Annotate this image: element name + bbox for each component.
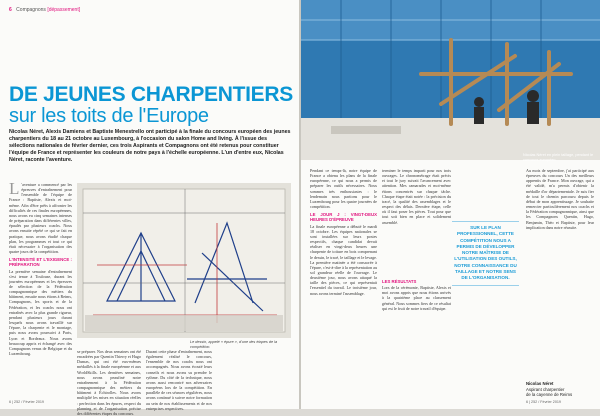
article-title: DE JEUNES CHARPENTIERS (9, 83, 293, 106)
author-name: Nicolas Néret (526, 381, 554, 386)
subheading: L'INTENSITÉ ET L'EXIGENCE : PRÉPARATION (9, 257, 72, 268)
author-signature (526, 381, 572, 398)
col1-intro: 'aventure a commencé par les épreuves d'entraînement pour l'ensemble de l'équipe de France : Baptiste, Alexis et moi-même. Afin d'être prêts à affronter les difficultés de ces finales européennes, nous avons eu cinq semaines intenses de préparation dans différentes villes, épaulés par plusieurs coachs. Nous avons ensuite répété ce qui se fait en pratique, nous avons étudié chaque plan, les programmes et tout ce qui était nécessaire à l'organisation des quatre jours de la compétition. (9, 182, 72, 255)
col2-result: Lors de la cérémonie, Baptiste, Alexis et moi avons appris que nous étions arrivés à la quatrième place au classement général. Nous sommes fiers de ce résultat qui est le fruit de notre travail d'équipe. (382, 285, 451, 311)
author-role: Aspirant charpentier (526, 386, 565, 392)
left-page (0, 0, 299, 416)
author-city: de la cayenne de Reims (526, 392, 573, 397)
col3-body: Au mois de septembre, j'ai participé aux épreuves du concours Un des meilleurs apprentis de France. Mon ouvrage, qui a été validé, m'a permis d'obtenir la médaille d'or départementale. Je suis fier de tout le chemin parcouru depuis le début de mon apprentissage. Je souhaite remercier particulièrement nos coachs et la Fédération compagnonnique, ainsi que les Compagnons Quentin, Hugo, Benjamin, Théo et Baptiste, pour leur implication dans notre réussite. (526, 168, 594, 230)
page-number: 6 (9, 7, 12, 13)
col2-body: terminer le temps imparti pour nos trois ouvrages. Le chronométrage était précis et tout le jury suivait l'avancement avec attention. Mes camarades et moi-même étions concentrés sur chaque tâche. Chaque étape était notée : la précision du tracé, la qualité des assemblages et le respect des délais. Dernière étape, celle où il faut poser les pièces. Tout pour que tout soit bien en place et solidement assemblé. (382, 168, 451, 225)
col1-intro: Pendant ce temps-là, notre équipe de France a obtenu les plans de la finale européenne, ce qui nous a permis de préparer les outils nécessaires. Nous sommes très enthousiastes : le lendemain nous partions pour le Luxembourg pour les quatre journées de compétition. (310, 168, 377, 210)
lead-paragraph: Nicolas Néret, Alexis Damiens et Baptiste Menestrello ont participé à la finale du concours européen des jeunes charpentiers du 18 au 21 octobre au Luxembourg, à l'occasion du salon Home and living. À l'issue des sélections nationales de février dernier, ces trois Aspirants et Compagnons ont été retenus pour constituer l'équipe de France et représenter les couleurs de notre pays à l'échelle européenne. L'un d'entre eux, Nicolas Néret, raconte l'aventure. (9, 129, 291, 164)
right-column-2-results (382, 276, 451, 397)
running-header (9, 7, 80, 13)
section-name: Compagnons (16, 7, 46, 13)
col3-body: Durant cette phase d'entraînement, nous également réalisé le concours, l'ensemble de nos coachs nous ont accompagnés. Nous avons écouté leurs conseils et nous avons su prendre le rythme. Du côté de la technique, nous avons aussi rencontré nos adversaires européens lors de la compétition. En parallèle de ces séances régulières, nous avons continué à suivre notre formation au sein de nos établissements et de nos entreprises respectives. (146, 349, 212, 411)
left-column-1 (9, 179, 72, 395)
right-column-1 (310, 168, 377, 397)
epure-drawing-photo (77, 183, 291, 338)
page-footer: 6 | 252 / Février 2019 (9, 400, 44, 404)
category-label: [dépassement] (47, 7, 81, 13)
subheading: LES RÉSULTATS (382, 279, 417, 284)
col1-body: La première semaine d'entraînement s'est tenue à Toulouse, durant les journées européennes et les épreuves de sélection de la Fédération compagnonnique des métiers du bâtiment, ensuite nous étions à Reims, Compagnons, les sports et de la Fédération, et les coachs nous ont entraînés avec la plus grande rigueur, pendant plusieurs jours durant lesquels nous avons travaillé sur l'épure, la charpente et le montage, puis nous avons poursuivi à Paris, Lyon et Bordeaux. Nous avons beaucoup appris et échangé avec des Compagnons venus de Belgique et du Luxembourg. (9, 268, 72, 356)
left-column-2 (77, 349, 141, 416)
left-column-3 (146, 349, 212, 411)
col1-body: La finale européenne a débuté le mardi 18 octobre. Les équipes nationales se sont installées sur leurs postes respectifs, chaque candidat devait réaliser en vingt-deux heures une charpente de toiture en bois comprenant le dessin, le tracé, le taillage et le levage. La première matinée a été consacrée à l'épure, c'est-à-dire à la représentation au sol grandeur réelle de l'ouvrage. Le deuxième jour, nous avons attaqué la taille des pièces, ce qui représentait l'essentiel du travail. Le troisième jour, nous avons terminé l'assemblage. (310, 223, 377, 296)
photo-caption: Le dessin, appelé « épure », d'une des étapes de la compétition. (190, 340, 278, 349)
article-subtitle: sur les toits de l'Europe (9, 105, 209, 127)
right-column-2 (382, 168, 451, 225)
right-column-3 (526, 168, 594, 378)
page-footer: 6 | 252 / Février 2019 (526, 400, 561, 404)
competition-hall-photo (301, 0, 600, 160)
photo-caption: Nicolas Néret en plein taillage, pendant le concours européen. (523, 153, 594, 162)
pull-quote: SUR LE PLAN PROFESSIONNEL, CETTE COMPÉTITION NOUS A PERMIS DE DÉVELOPPER NOTRE MAÎTRISE DE L'UTILISATION DES OUTILS, NOTRE CONNAISSANCE DU TAILLAGE ET NOTRE SENS DE L'ORGANISATION. (452, 221, 519, 286)
col2-body: se préparer. Nos deux semaines ont été encadrées par Quentin Thierry et Hugo Dumas, qui ont été eux-mêmes médaillés à la finale européenne et aux WorldSkills. Les dernières semaines, nous avons peaufiné notre entraînement à la Fédération compagnonnique des métiers du bâtiment à Échirolles. Nous avons multiplié les mises en situation réelles : perfection dans les épures, respect du planning et de l'organisation précise des différentes étapes du concours. (77, 349, 141, 416)
subheading: LE JOUR J : VINGT-DEUX HEURES D'ÉPREUVE (310, 212, 377, 223)
drop-cap: L (9, 179, 20, 198)
right-page (301, 0, 600, 409)
